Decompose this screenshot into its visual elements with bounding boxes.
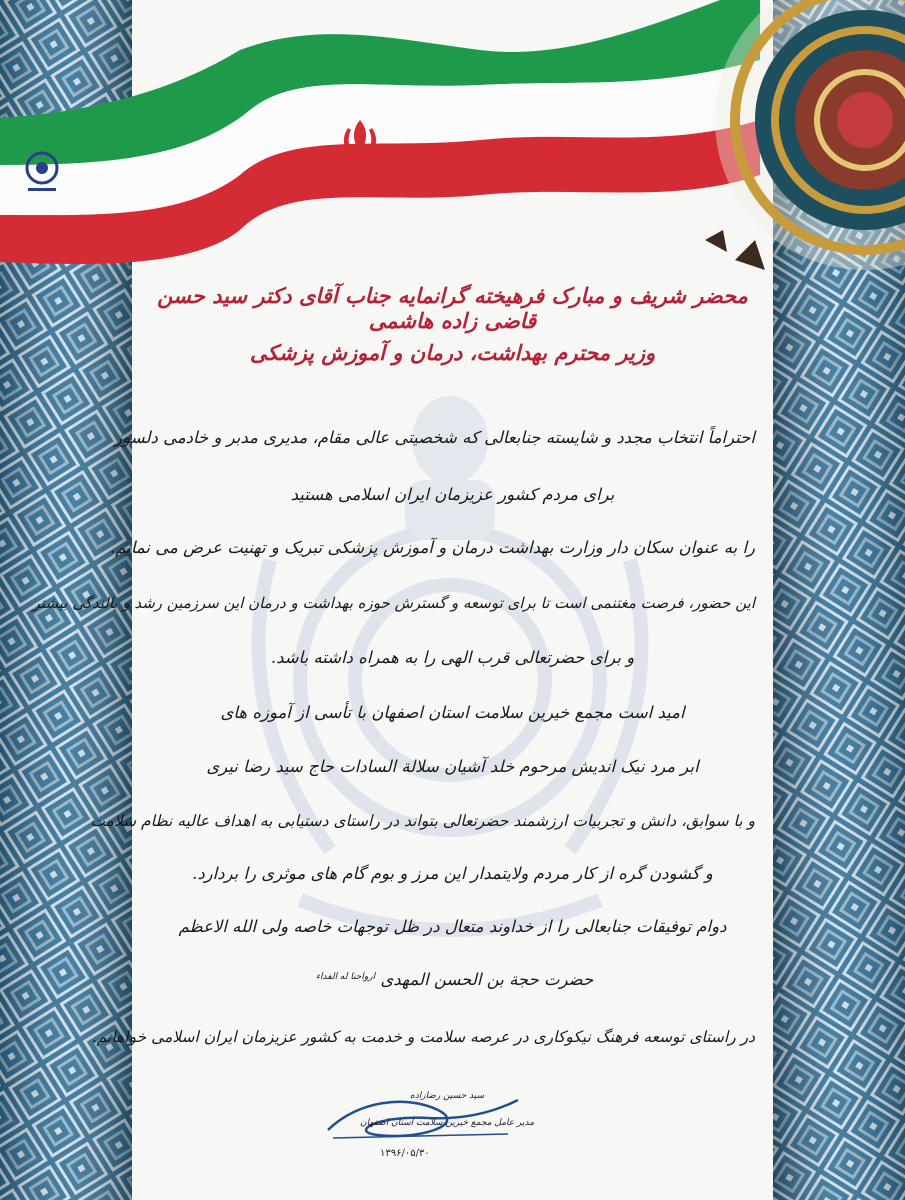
signature-date: ۱۳۹۶/۰۵/۳۰ (380, 1148, 430, 1159)
body-line-9: و گشودن گره از کار مردم ولایتمدار این مرز و بوم گام های موثری را بردارد. (192, 864, 713, 883)
iran-flag-ribbon (0, 0, 760, 274)
charity-logo-icon (22, 148, 62, 202)
body-line-2: برای مردم کشور عزیزمان ایران اسلامی هستید (290, 485, 615, 504)
body-line-7: ابر مرد نیک اندیش مرحوم خلد آشیان سلالة السادات حاج سید رضا نیری (206, 757, 699, 776)
body-line-3: را به عنوان سکان دار وزارت بهداشت درمان و آموزش پزشکی تبریک و تهنیت عرض می نمایم. (110, 538, 755, 557)
body-line-12: در راستای توسعه فرهنگ نیکوکاری در عرصه سلامت و خدمت به کشور عزیزمان ایران اسلامی خواهانم. (91, 1028, 755, 1046)
recipient-heading: محضر شریف و مبارک فرهیخته گرانمایه جناب آقای دکتر سید حسن قاضی زاده هاشمی (157, 283, 748, 333)
body-line-1: احتراماً انتخاب مجدد و شایسته جنابعالی که شخصیتی عالی مقام، مدیری مدبر و خادمی دلسوز (114, 428, 755, 447)
signatory-name: سید حسین رضازاده (410, 1091, 485, 1101)
body-line-11 (150, 970, 755, 989)
body-line-8: و با سوابق، دانش و تجربیات ارزشمند حضرتعالی بتواند در راستای دستیابی به اهداف عالیه نظام سلامت (90, 812, 755, 830)
body-line-10: دوام توفیقات جنابعالی را از خداوند متعال در ظل توجهات خاصه ولی الله الاعظم (178, 917, 727, 936)
recipient-title: وزیر محترم بهداشت، درمان و آموزش پزشکی (249, 340, 656, 365)
body-line-6: امید است مجمع خیرین سلامت استان اصفهان با تأسی از آموزه های (220, 703, 685, 722)
body-line-4: این حضور، فرصت مغتنمی است تا برای توسعه و گسترش حوزه بهداشت و درمان این سرزمین رشد و بالندگی بیشتر (32, 594, 755, 612)
honorific-superscript: ارواحنا له الفداء (315, 971, 376, 982)
persian-ornament (695, 0, 905, 304)
body-line-5: و برای حضرتعالی قرب الهی را به همراه داشته باشد. (270, 648, 635, 667)
signatory-title: مدیر عامل مجمع خیرین سلامت استان اصفهان (360, 1118, 535, 1128)
body-line-11-text: حضرت حجة بن الحسن المهدی (380, 970, 594, 989)
